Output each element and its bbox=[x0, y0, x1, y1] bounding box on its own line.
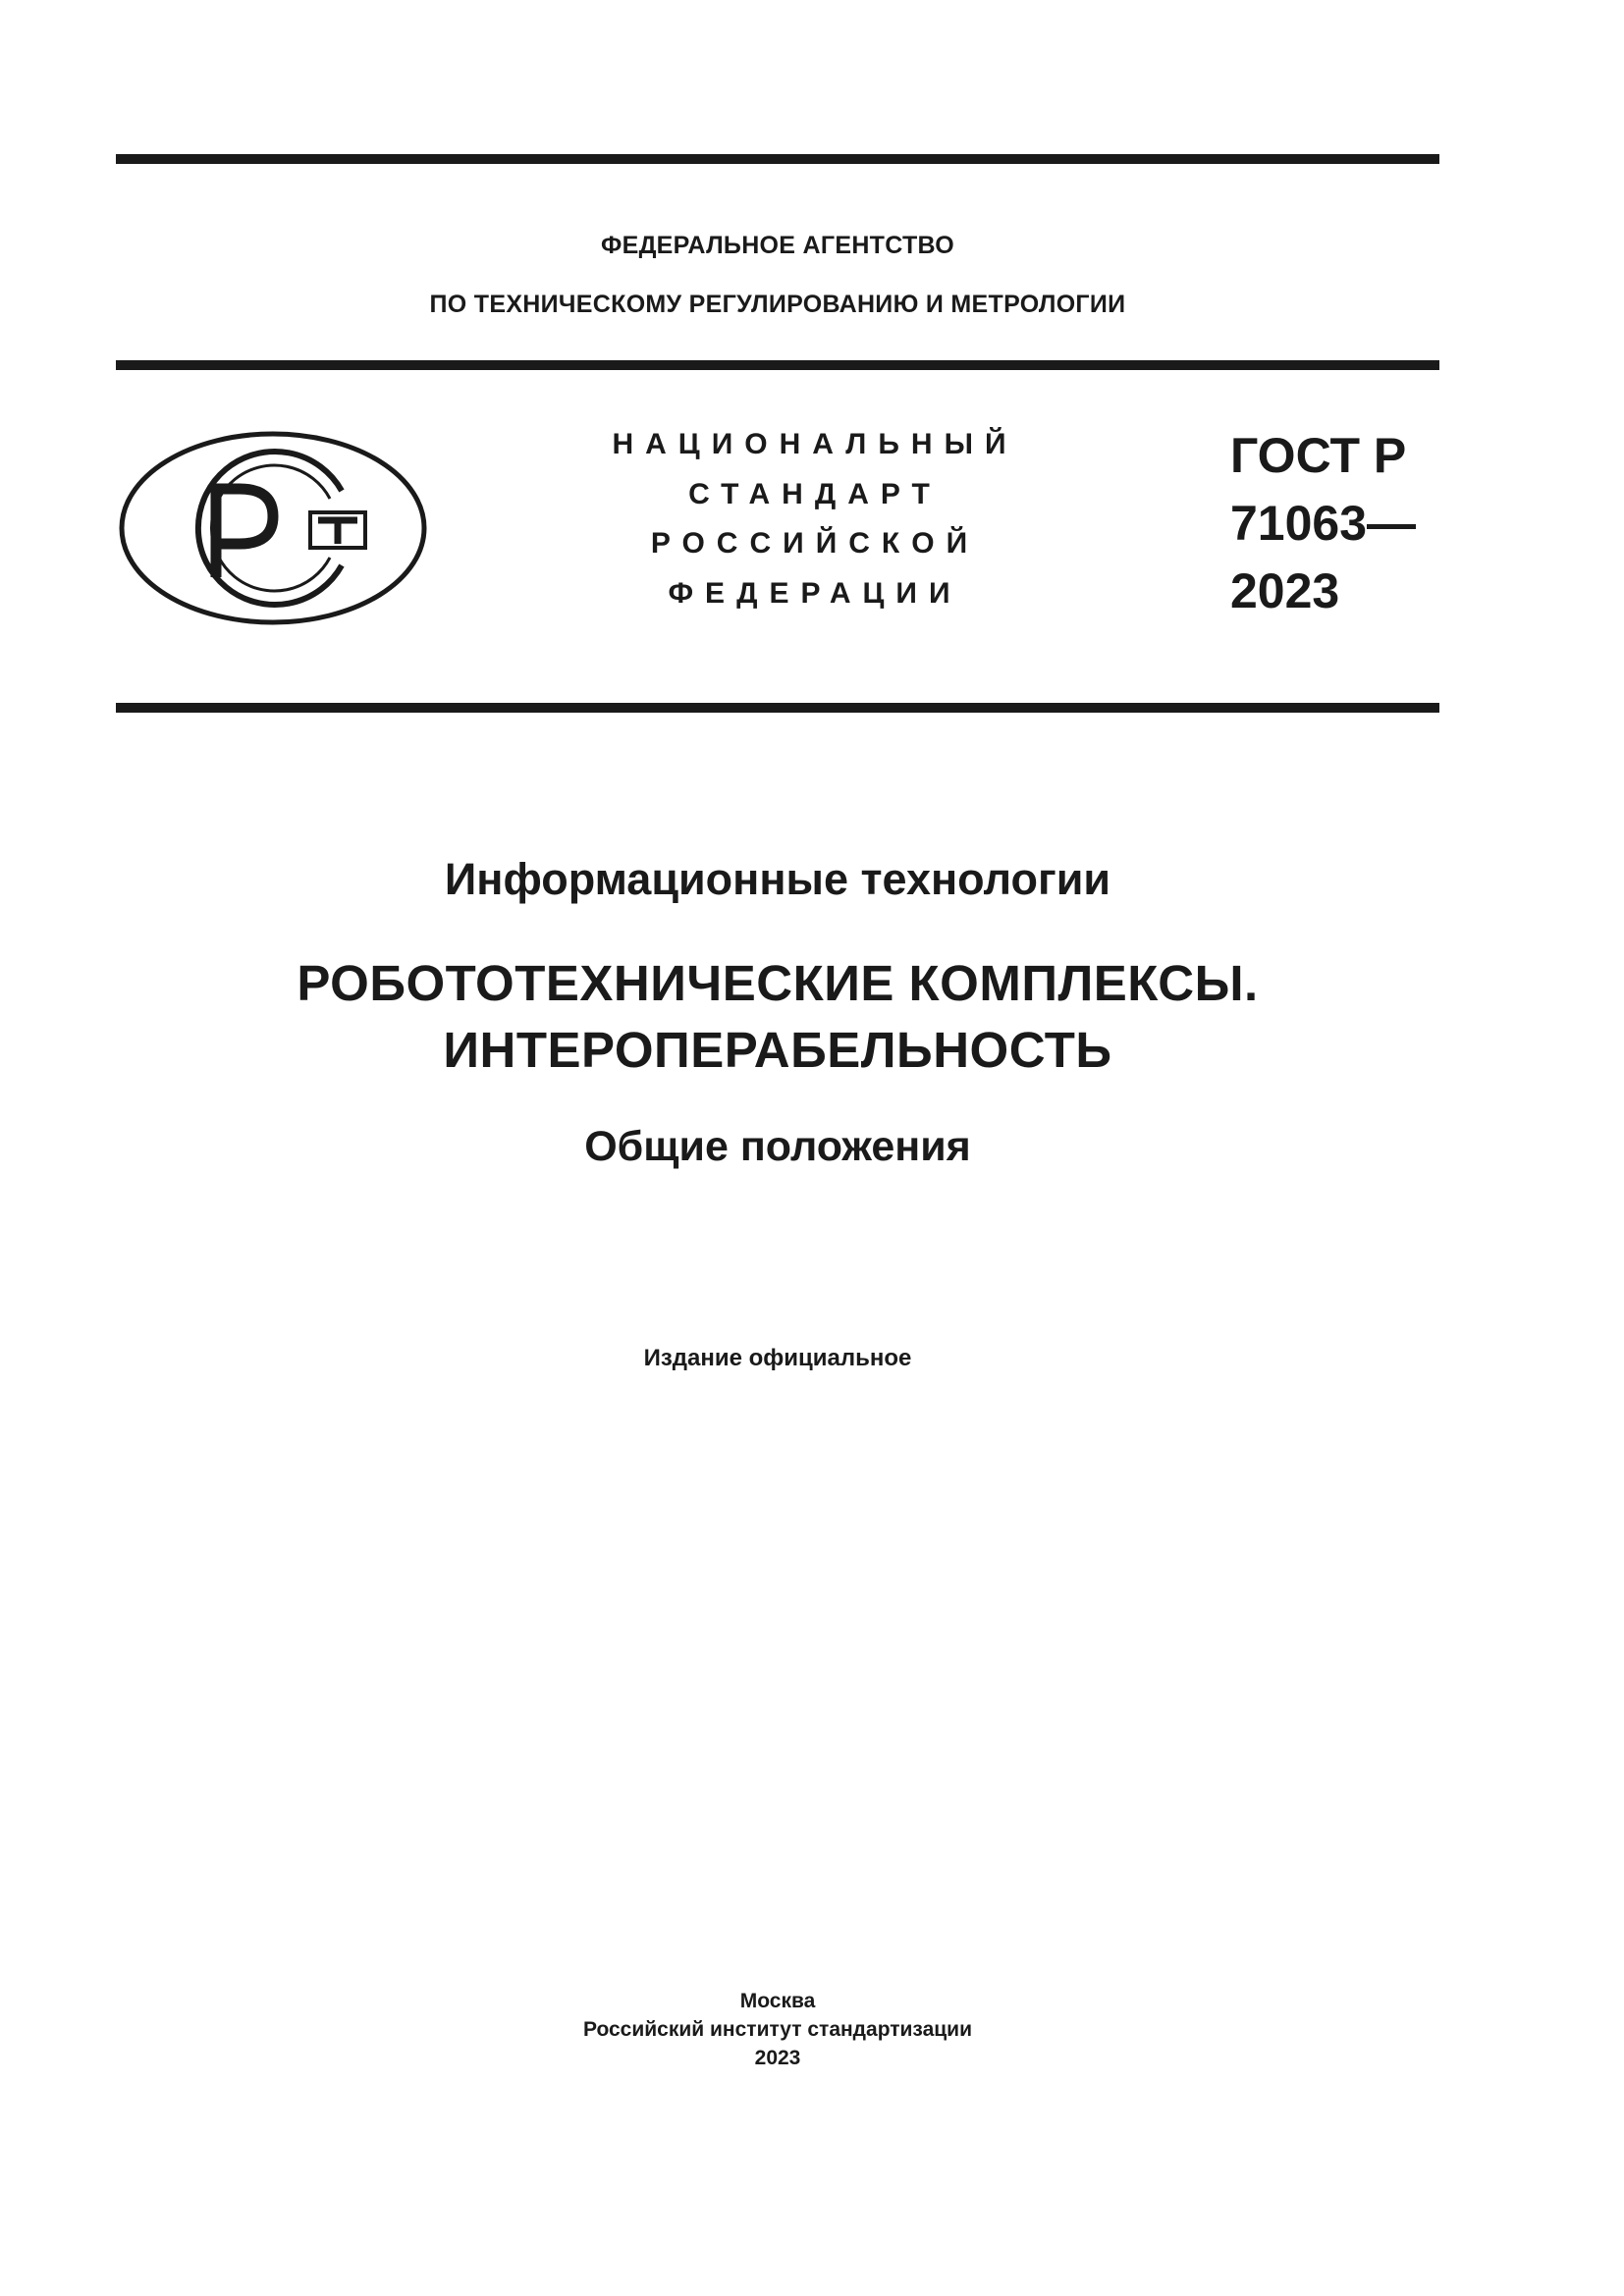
standard-type-line-1: НАЦИОНАЛЬНЫЙ bbox=[612, 428, 1018, 460]
bottom-rule bbox=[116, 703, 1439, 713]
imprint-city: Москва bbox=[739, 1990, 816, 2012]
standard-designation bbox=[1230, 422, 1416, 625]
imprint-publisher: Российский институт стандартизации bbox=[582, 2018, 973, 2041]
document-title bbox=[116, 950, 1439, 1084]
standard-type-line-2: СТАНДАРТ bbox=[688, 477, 942, 510]
imprint bbox=[116, 1987, 1439, 2072]
middle-rule bbox=[116, 360, 1439, 370]
standard-type-line-3: РОССИЙСКОЙ bbox=[650, 527, 980, 560]
designation-line-1: ГОСТ Р bbox=[1230, 428, 1407, 483]
title-line-1: РОБОТОТЕХНИЧЕСКИЕ КОМПЛЕКСЫ. bbox=[297, 955, 1259, 1011]
agency-line-2: ПО ТЕХНИЧЕСКОМУ РЕГУЛИРОВАНИЮ И МЕТРОЛОГИИ bbox=[429, 291, 1126, 318]
standard-type-line-4: ФЕДЕРАЦИИ bbox=[668, 576, 962, 610]
agency-header bbox=[116, 216, 1439, 334]
document-subject: Информационные технологии bbox=[444, 854, 1111, 904]
top-rule bbox=[116, 154, 1439, 164]
standard-type bbox=[550, 420, 1080, 618]
edition-note: Издание официальное bbox=[643, 1345, 912, 1371]
title-line-2: ИНТЕРОПЕРАБЕЛЬНОСТЬ bbox=[443, 1022, 1112, 1078]
rst-logo-icon bbox=[118, 430, 428, 626]
designation-line-3: 2023 bbox=[1230, 563, 1340, 618]
agency-line-1: ФЕДЕРАЛЬНОЕ АГЕНТСТВО bbox=[600, 232, 955, 259]
imprint-year: 2023 bbox=[754, 2047, 801, 2069]
designation-line-2: 71063— bbox=[1230, 496, 1417, 551]
document-subtitle: Общие положения bbox=[584, 1123, 971, 1170]
